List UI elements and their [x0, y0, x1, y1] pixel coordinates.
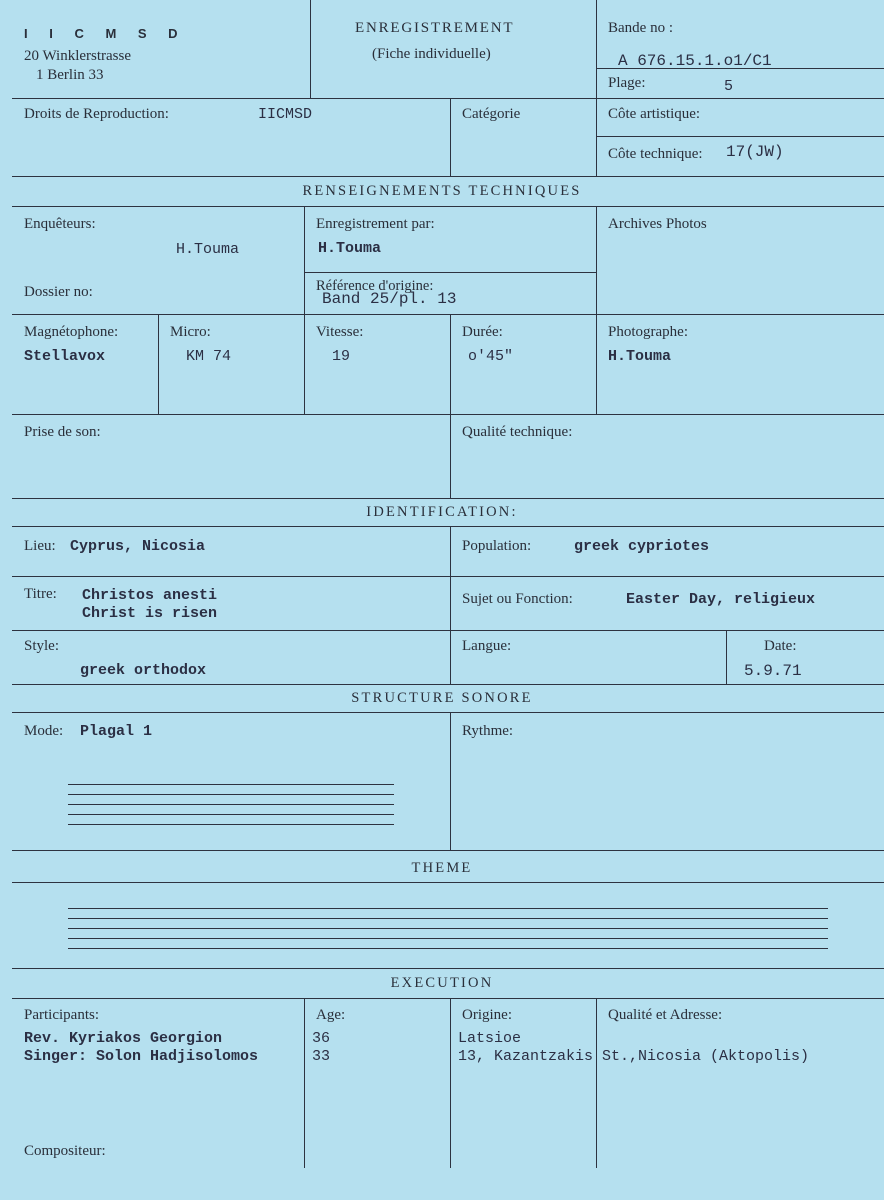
rights-divider-2 — [596, 98, 597, 176]
plage-label: Plage: — [608, 75, 646, 91]
tech-divider-1 — [304, 206, 305, 314]
titre-label: Titre: — [24, 586, 57, 602]
form-subtitle: (Fiche individuelle) — [372, 46, 491, 62]
mode-label: Mode: — [24, 723, 64, 739]
date-divider — [726, 630, 727, 684]
reference-value: Band 25/pl. 13 — [322, 290, 457, 308]
micro-value: KM 74 — [186, 348, 232, 365]
participant-1: Rev. Kyriakos Georgion — [24, 1030, 223, 1047]
enregistrement-par-value: H.Touma — [318, 240, 382, 257]
titre-line1: Christos anesti — [82, 587, 218, 604]
population-label: Population: — [462, 538, 532, 554]
archives-photos-label: Archives Photos — [608, 216, 707, 232]
magnetophone-label: Magnétophone: — [24, 324, 119, 340]
rule-execution-heading — [12, 998, 884, 999]
tech-divider-2 — [596, 206, 597, 314]
enregistrement-par-label: Enregistrement par: — [316, 216, 435, 232]
origine-1: Latsioe — [458, 1030, 522, 1047]
vitesse-label: Vitesse: — [316, 324, 364, 340]
theme-heading: THEME — [411, 860, 473, 876]
population-value: greek cypriotes — [574, 538, 710, 555]
plage-value: 5 — [724, 78, 734, 95]
micro-label: Micro: — [170, 324, 211, 340]
compositeur-label: Compositeur: — [24, 1143, 106, 1159]
rule-dossier-bottom — [12, 314, 884, 315]
rule-equip-bottom — [12, 414, 884, 415]
rule-rights-bottom — [12, 176, 884, 177]
dossier-label: Dossier no: — [24, 284, 93, 300]
ident-heading: IDENTIFICATION: — [366, 504, 518, 520]
rule-tech-heading — [12, 206, 884, 207]
rule-theme-bottom — [12, 968, 884, 969]
cote-technique-label: Côte technique: — [608, 146, 703, 162]
enqueteurs-label: Enquêteurs: — [24, 216, 96, 232]
address-street: 20 Winklerstrasse — [24, 48, 132, 64]
origine-2: 13, Kazantzakis St.,Nicosia (Aktopolis) — [458, 1048, 810, 1065]
style-value: greek orthodox — [80, 662, 207, 679]
date-label: Date: — [764, 638, 797, 654]
duree-value: o'45" — [468, 348, 514, 365]
age-label: Age: — [316, 1007, 346, 1023]
bande-value: A 676.15.1.o1/C1 — [618, 52, 772, 70]
prise-label: Prise de son: — [24, 424, 101, 440]
exec-divider-1 — [304, 998, 305, 1168]
rule-structure-heading — [12, 712, 884, 713]
photographe-label: Photographe: — [608, 324, 688, 340]
enregistrement-divider — [304, 272, 596, 273]
rythme-label: Rythme: — [462, 723, 514, 739]
vitesse-value: 19 — [332, 348, 351, 365]
org-name: I I C M S D — [24, 26, 187, 41]
exec-divider-2 — [450, 998, 451, 1168]
rule-titre-bottom — [12, 630, 884, 631]
exec-divider-3 — [596, 998, 597, 1168]
rule-ident-heading — [12, 526, 884, 527]
bande-label: Bande no : — [608, 20, 673, 36]
mode-value: Plagal 1 — [80, 723, 153, 740]
prise-divider — [450, 414, 451, 498]
equip-divider-4 — [596, 314, 597, 414]
cote-artistique-label: Côte artistique: — [608, 106, 701, 122]
date-value: 5.9.71 — [744, 662, 802, 680]
reference-label: Référence d'origine: — [316, 278, 434, 294]
lieu-value: Cyprus, Nicosia — [70, 538, 206, 555]
execution-heading: EXECUTION — [390, 975, 494, 991]
qualite-technique-label: Qualité technique: — [462, 424, 573, 440]
duree-label: Durée: — [462, 324, 503, 340]
equip-divider-2 — [304, 314, 305, 414]
enqueteurs-value: H.Touma — [176, 241, 240, 258]
header-divider-1 — [310, 0, 311, 98]
structure-heading: STRUCTURE SONORE — [351, 690, 533, 706]
droits-label: Droits de Reproduction: — [24, 106, 169, 122]
header-divider-2 — [596, 0, 597, 98]
structure-divider — [450, 712, 451, 850]
rule-header-bottom — [12, 98, 884, 99]
magnetophone-value: Stellavox — [24, 348, 106, 365]
lieu-label: Lieu: — [24, 538, 56, 554]
droits-value: IICMSD — [258, 106, 313, 123]
rights-divider-1 — [450, 98, 451, 176]
photographe-value: H.Touma — [608, 348, 672, 365]
age-1: 36 — [312, 1030, 331, 1047]
langue-label: Langue: — [462, 638, 512, 654]
rule-structure-bottom — [12, 850, 884, 851]
participant-2: Singer: Solon Hadjisolomos — [24, 1048, 259, 1065]
rule-prise-bottom — [12, 498, 884, 499]
tech-heading: RENSEIGNEMENTS TECHNIQUES — [302, 183, 582, 199]
equip-divider-3 — [450, 314, 451, 414]
rule-theme-heading — [12, 882, 884, 883]
titre-line2: Christ is risen — [82, 605, 218, 622]
origine-label: Origine: — [462, 1007, 512, 1023]
participants-label: Participants: — [24, 1007, 99, 1023]
cote-technique-value: 17(JW) — [726, 143, 784, 161]
equip-divider-1 — [158, 314, 159, 414]
sujet-label: Sujet ou Fonction: — [462, 591, 573, 607]
style-label: Style: — [24, 638, 60, 654]
form-title: ENREGISTREMENT — [355, 20, 515, 36]
address-city: 1 Berlin 33 — [36, 67, 104, 83]
ident-divider — [450, 526, 451, 684]
cote-divider — [596, 136, 884, 137]
rule-style-bottom — [12, 684, 884, 685]
age-2: 33 — [312, 1048, 331, 1065]
qualite-adresse-label: Qualité et Adresse: — [608, 1007, 723, 1023]
rule-lieu-bottom — [12, 576, 884, 577]
categorie-label: Catégorie — [462, 106, 521, 122]
sujet-value: Easter Day, religieux — [626, 591, 816, 608]
